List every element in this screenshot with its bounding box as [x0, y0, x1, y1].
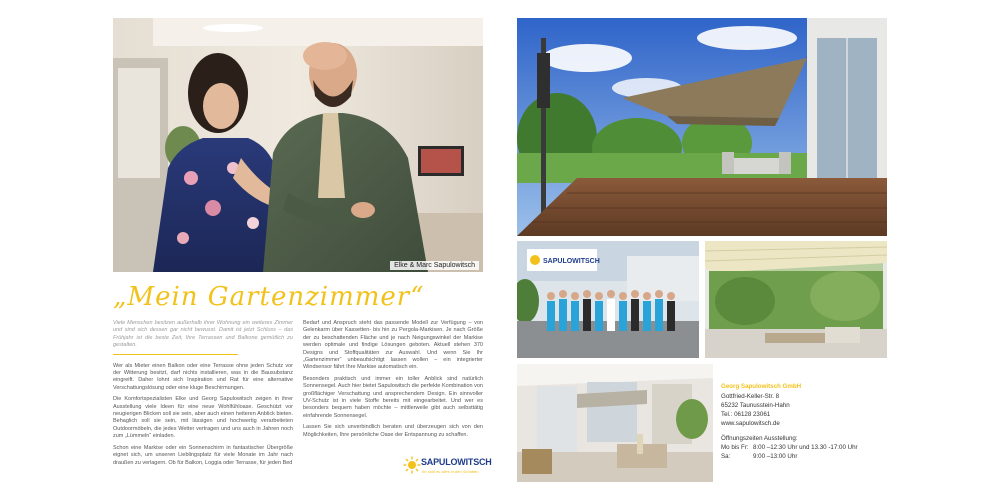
hero-portrait-photo — [113, 18, 483, 272]
phone-number: Tel.: 06128 23061 — [721, 411, 771, 418]
terrace-sun-sail-photo — [517, 18, 887, 236]
pergola-awning-photo — [705, 241, 887, 358]
left-page — [113, 18, 492, 482]
pergola-illustration — [705, 241, 887, 358]
logo-slogan: Ihr sollt es alles in den Schatten — [422, 469, 479, 474]
city-address: 65232 Taunusstein-Hahn — [721, 402, 790, 409]
sun-icon — [403, 456, 421, 474]
hours-day: Mo bis Fr: — [721, 444, 749, 451]
text-column-right — [303, 320, 483, 443]
divider — [113, 354, 238, 355]
opening-hours-row — [721, 452, 887, 461]
body-paragraph: Besonders praktisch und immer ein toller Anblick sind natürlich Sonnensegel. Auch hier bietet Sapulowitsch die perfekte Kombination von großflächiger Verschattung und ansprechendem Design. Ein sinnvoller UV-Schutz ist in viele Stoffe bereits mit eingearbeitet. Und wer es besonders bequem haben möchte – mittlerweile gibt auch selbsttätig einfahrende Sonnensegel. — [303, 375, 483, 419]
terrace-illustration — [517, 18, 887, 236]
hours-time: 9:00 –13:00 Uhr — [753, 453, 798, 460]
store-sign: SAPULOWITSCH — [543, 258, 600, 265]
body-paragraph: Lassen Sie sich unverbindlich beraten und überzeugen sich von den Möglichkeiten, Ihre persönliche Oase der Entspannung zu schaffen. — [303, 424, 483, 438]
showroom-illustration — [517, 364, 713, 482]
website-link[interactable]: www.sapulowitsch.de — [721, 420, 780, 427]
street-address: Gottfried-Keller-Str. 8 — [721, 393, 780, 400]
team-illustration — [517, 241, 699, 358]
hours-time: 8:00 –12:30 Uhr und 13.30 -17:00 Uhr — [753, 444, 858, 451]
body-paragraph: Die Komfortspezialisten Elke und Georg Sapulowitsch zeigen in ihrer Ausstellung viele Ideen für eine neue Wohlfühloase. Geschützt vor neugierigen Blicken soll sie sein, aber auch einen heiteren Anblick bieten. Behaglich soll sie sein, mit lässigen und hochwertig verarbeiteten Outdoormöbeln, die jedes Wetter vertragen und uns auch in Jahren noch zum „Lümmeln“ einladen. — [113, 396, 293, 440]
showroom-photo — [517, 364, 713, 482]
company-logo — [403, 456, 492, 478]
photo-caption: Elke & Marc Sapulowitsch — [390, 261, 479, 270]
opening-hours-row — [721, 443, 887, 452]
portrait-illustration — [113, 18, 483, 272]
logo-wordmark: SAPULOWITSCH — [421, 457, 492, 467]
contact-block — [721, 382, 887, 461]
opening-hours-title: Öffnungszeiten Ausstellung: — [721, 435, 798, 442]
article-title: „Mein Gartenzimmer“ — [113, 282, 425, 312]
right-page — [517, 18, 887, 482]
team-photo — [517, 241, 699, 358]
hours-day: Sa: — [721, 453, 731, 460]
body-paragraph: Bedarf und Anspruch steht das passende Modell zur Verfügung – von Gelenkarm über Kassetten- bis hin zu Pergola-Markisen. Je nach Größe der zu beschattenden Fläche und je nach Neigungswinkel der Markise werden optimale und findige Lösungen geboten. Aktuell stehen 370 Designs und Stoffqualitäten zur Auswahl. Und wenn Sie Ihr „Gartenzimmer“ unbeaufsichtigt lassen wollen – ein integrierter Windsensor fährt Ihre Markise automatisch ein. — [303, 320, 483, 371]
intro-paragraph: Viele Menschen besitzen außerhalb ihrer Wohnung ein weiteres Zimmer und sind sich dessen gar nicht bewusst. Damit ist jetzt Schluss – das Frühjahr ist die beste Zeit, Ihre Terrassen und Balkone gemütlich zu gestalten. — [113, 320, 293, 349]
text-column-left — [113, 320, 293, 471]
body-paragraph: Schon eine Markise oder ein Sonnenschirm in fantastischer Übergröße eignet sich, um unseren Lieblingsplatz für viele Monate im Jahr nach draußen zu verlagern. Ob für Balkon, Loggia oder Terrasse, für jeden Bed — [113, 444, 293, 466]
company-name: Georg Sapulowitsch GmbH — [721, 383, 802, 390]
body-paragraph: Wer als Mieter einen Balkon oder eine Terrasse ohne jeden Schutz vor der Witterung besitzt, darf nichts installieren, was in die Bausubstanz eingreift. Daher lohnt sich Inspiration und Rat für eine alternative Verschattungslösung oder eine kluge Beschirmungen. — [113, 362, 293, 391]
